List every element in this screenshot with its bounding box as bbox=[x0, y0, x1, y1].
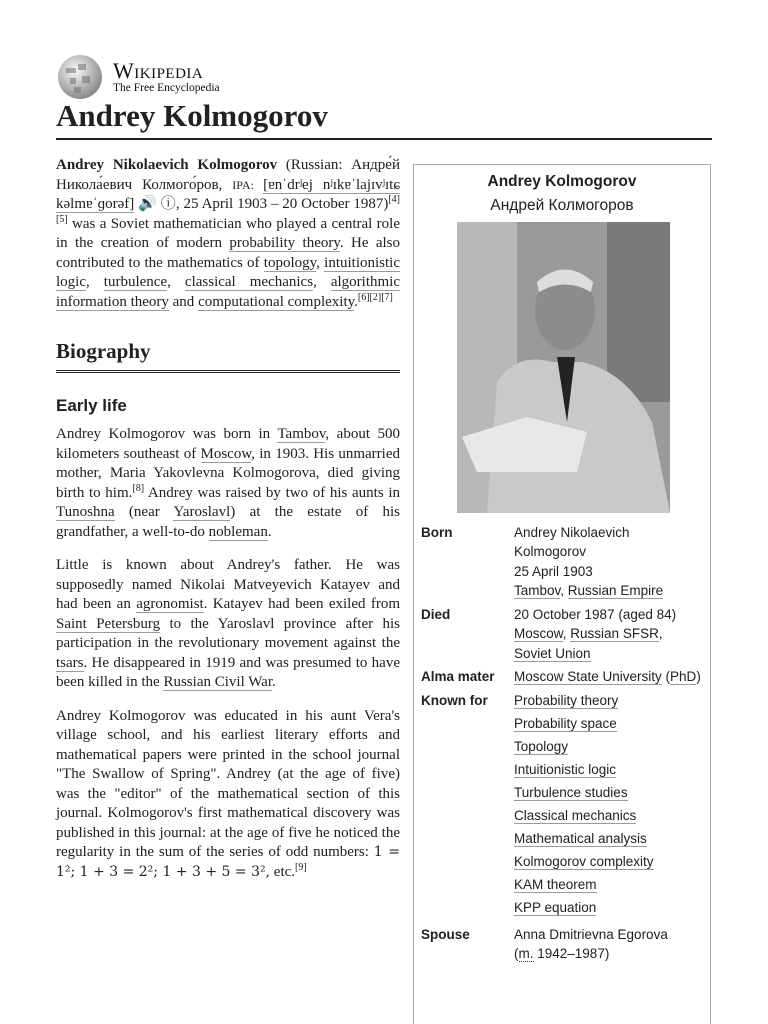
ipa-label: IPA: bbox=[232, 177, 264, 192]
text-run: . He disappeared in 1919 and was presumed to have been killed in the bbox=[56, 654, 400, 690]
infobox-row-born: Born Andrey Nikolaevich Kolmogorov 25 April 1903 Tambov, Russian Empire bbox=[421, 523, 710, 601]
known-for-link[interactable]: Probability theory bbox=[514, 692, 619, 708]
portrait-photo bbox=[457, 222, 670, 513]
known-for-link[interactable]: Mathematical analysis bbox=[514, 830, 647, 846]
text-run: , bbox=[86, 274, 104, 290]
link-russian-sfsr[interactable]: Russian SFSR bbox=[570, 626, 659, 641]
wiki-link[interactable]: Yaroslavl bbox=[173, 504, 231, 520]
infobox-row-spouse: Spouse Anna Dmitrievna Egorova (m. 1942–1987) bbox=[421, 925, 710, 964]
link-moscow-state-university[interactable]: Moscow State University bbox=[514, 669, 662, 684]
citation-link[interactable]: [8] bbox=[132, 482, 145, 494]
wiki-link[interactable]: Tunoshna bbox=[56, 504, 115, 520]
page-title: Andrey Kolmogorov bbox=[56, 96, 712, 140]
math-formula: 1 = 1²; 1 + 3 = 2²; 1 + 3 + 5 = 3², bbox=[56, 844, 400, 880]
paragraph bbox=[56, 707, 400, 883]
link-tambov[interactable]: Tambov bbox=[514, 583, 561, 598]
died-label: Died bbox=[421, 606, 451, 622]
text-run: , in 1903. His unmarried mother, Maria Yakovlevna Kolmogorova, died giving birth to him. bbox=[56, 445, 400, 501]
link-russian-empire[interactable]: Russian Empire bbox=[567, 583, 664, 598]
paragraph bbox=[56, 556, 400, 693]
text-run: , bbox=[167, 274, 185, 290]
text-run: , bbox=[313, 274, 331, 290]
infobox-native-name: Андрей Колмогоров bbox=[490, 196, 634, 214]
text-run: , about 500 kilometers southeast of bbox=[56, 426, 401, 462]
wiki-link[interactable]: topology bbox=[263, 254, 317, 271]
married-abbr[interactable]: m. bbox=[518, 946, 534, 961]
known-for-link[interactable]: KAM theorem bbox=[514, 876, 597, 892]
text-run: etc. bbox=[270, 863, 296, 880]
born-date: 25 April 1903 bbox=[514, 563, 593, 579]
text-run: , bbox=[316, 254, 325, 271]
wiki-link[interactable]: computational complexity bbox=[198, 293, 355, 310]
site-header[interactable] bbox=[56, 54, 220, 100]
wikipedia-globe-logo bbox=[56, 54, 104, 100]
wiki-link[interactable]: Russian Civil War bbox=[163, 674, 272, 690]
infobox-row-died: Died 20 October 1987 (aged 84) Moscow, Russian SFSR, Soviet Union bbox=[421, 605, 710, 664]
infobox-row-known-for bbox=[421, 691, 710, 921]
known-for-link[interactable]: Intuitionistic logic bbox=[514, 761, 617, 777]
infobox bbox=[413, 164, 711, 1024]
known-for-label: Known for bbox=[421, 692, 488, 708]
wiki-link[interactable]: turbulence bbox=[103, 274, 168, 290]
wiki-link[interactable]: classical mechanics bbox=[184, 274, 314, 290]
lead-paragraph bbox=[56, 156, 400, 312]
text-run: , 25 April 1903 – 20 October 1987) bbox=[175, 196, 389, 212]
text-run: . He also contributed to the mathematics of bbox=[56, 235, 400, 271]
wiki-link[interactable]: algorithmic information theory bbox=[56, 274, 401, 310]
spouse-name: Anna Dmitrievna Egorova bbox=[514, 926, 668, 942]
text-run: to the Yaroslavl province after his participation in the revolutionary movement against the bbox=[56, 615, 400, 651]
known-for-link[interactable]: Probability space bbox=[514, 715, 617, 731]
wikipedia-wordmark: Wikipedia bbox=[113, 57, 204, 83]
paragraph bbox=[56, 425, 400, 542]
text-run: (Russian: Андре́й Никола́евич Колмого́ров, bbox=[56, 157, 400, 193]
wiki-link[interactable]: nobleman bbox=[208, 523, 268, 540]
text-run: . Katayev had been exiled from bbox=[203, 596, 400, 612]
text-run: (near bbox=[114, 504, 174, 520]
marriage-years: 1942–1987) bbox=[533, 946, 610, 961]
wiki-link[interactable]: Moscow bbox=[200, 445, 252, 462]
wikipedia-tagline: The Free Encyclopedia bbox=[113, 81, 220, 94]
known-for-link[interactable]: Turbulence studies bbox=[514, 784, 628, 800]
known-for-link[interactable]: Classical mechanics bbox=[514, 807, 637, 823]
text-run: Andrey Kolmogorov was educated in his aunt Vera's village school, and his earliest literary efforts and mathematical papers were printed in the school journal "The Swallow of Spring". Andrey (at the age of five) was the "editor" of the mathematical section of this journal. Kolmogorov's first mathematical discovery was published in this journal: at the age of five he noticed the regularity in the sum of the series of odd numbers: bbox=[56, 707, 400, 860]
wiki-link[interactable]: [ɐnˈdrʲej nʲɪkɐˈlajɪvʲɪtɕ kəlmɐˈɡorəf] bbox=[56, 176, 400, 212]
link-soviet-union[interactable]: Soviet Union bbox=[514, 645, 591, 661]
text-run: 🔊 ⓘ bbox=[134, 196, 176, 212]
born-label: Born bbox=[421, 524, 453, 540]
wiki-link[interactable]: probability theory bbox=[229, 235, 340, 251]
died-date: 20 October 1987 (aged 84) bbox=[514, 606, 677, 622]
section-heading-biography: Biography bbox=[56, 338, 400, 373]
known-for-link[interactable]: Kolmogorov complexity bbox=[514, 853, 654, 869]
text-run: . bbox=[354, 293, 358, 310]
infobox-title: Andrey Kolmogorov bbox=[487, 173, 637, 190]
link-moscow[interactable]: Moscow bbox=[514, 626, 563, 641]
wiki-link[interactable]: Saint Petersburg bbox=[56, 615, 161, 632]
text-run: and bbox=[168, 293, 199, 310]
text-run: . bbox=[267, 523, 272, 540]
known-for-link[interactable]: KPP equation bbox=[514, 899, 597, 915]
wiki-link[interactable]: intuitionistic logic bbox=[56, 254, 401, 290]
born-name-line: Kolmogorov bbox=[514, 544, 587, 559]
text-run: ) at the estate of his grandfather, a well-to-do bbox=[56, 504, 401, 540]
text-run: Andrey was raised by two of his aunts in bbox=[144, 484, 400, 501]
text-run: Andrey Kolmogorov was born in bbox=[56, 426, 278, 442]
text-run: Little is known about Andrey's father. He was supposedly named Nikolai Matveyevich Katayev and had been an bbox=[56, 557, 400, 612]
link-phd[interactable]: PhD bbox=[670, 669, 697, 684]
alma-mater-label: Alma mater bbox=[421, 669, 495, 684]
known-for-link[interactable]: Topology bbox=[514, 738, 569, 754]
text-run: was a Soviet mathematician who played a central role in the creation of modern bbox=[56, 215, 400, 251]
text-run: . bbox=[272, 674, 276, 690]
spouse-label: Spouse bbox=[421, 926, 470, 942]
wiki-link[interactable]: tsars bbox=[56, 654, 84, 671]
born-name-line: Andrey Nikolaevich bbox=[514, 524, 630, 540]
subsection-heading-early-life: Early life bbox=[56, 396, 127, 415]
wiki-link[interactable]: agronomist bbox=[136, 596, 204, 612]
citation-link[interactable]: [6][2][7] bbox=[357, 291, 393, 303]
infobox-row-alma-mater: Alma mater Moscow State University (PhD) bbox=[421, 667, 710, 687]
bold-name: Andrey Nikolaevich Kolmogorov bbox=[56, 157, 278, 173]
citation-link[interactable]: [4][5] bbox=[56, 194, 400, 225]
wiki-link[interactable]: Tambov bbox=[277, 426, 326, 442]
article-body bbox=[56, 156, 400, 896]
citation-link[interactable]: [9] bbox=[295, 861, 307, 873]
